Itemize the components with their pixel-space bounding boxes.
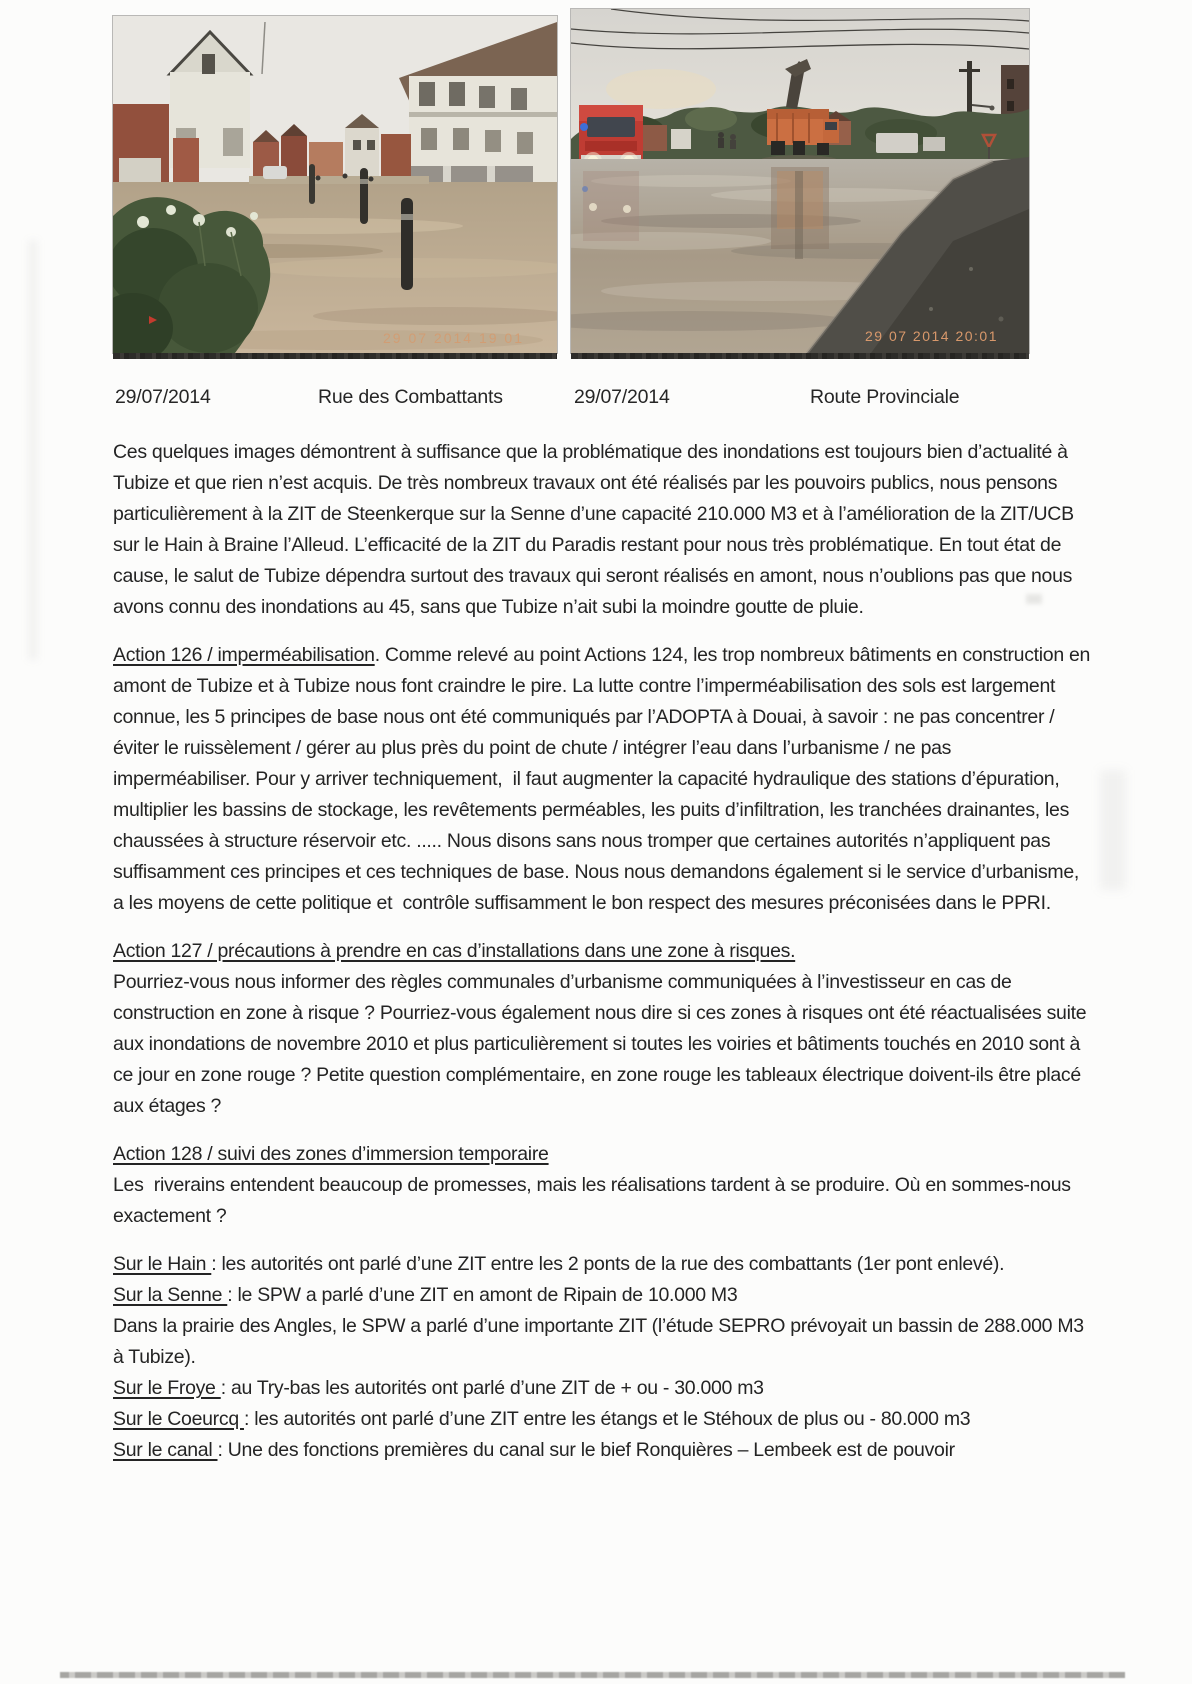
zit-text: : au Try-bas les autorités ont parlé d’une ZIT de + ou - 30.000 m3 bbox=[220, 1377, 764, 1399]
action-127-paragraph bbox=[113, 936, 1093, 1122]
caption-left-date: 29/07/2014 bbox=[115, 386, 211, 408]
action-128-heading: Action 128 / suivi des zones d’immersion temporaire bbox=[113, 1143, 549, 1165]
sunset-glow bbox=[606, 69, 716, 109]
scan-smudge bbox=[1100, 770, 1126, 890]
action-128-paragraph bbox=[113, 1139, 1093, 1232]
photo-timestamp: 29 07 2014 19 01 bbox=[383, 330, 524, 346]
zit-lead: Sur le Froye bbox=[113, 1377, 221, 1399]
distant-car bbox=[263, 166, 287, 179]
zit-text: Dans la prairie des Angles, le SPW a parlé d’une importante ZIT (l’étude SEPRO prévoyait un bassin de 288.000 M3 à Tubize). bbox=[113, 1315, 1089, 1368]
bollard bbox=[309, 164, 315, 204]
photo-route-provinciale bbox=[571, 9, 1029, 353]
zit-text: : le SPW a parlé d’une ZIT en amont de Ripain de 10.000 M3 bbox=[227, 1284, 738, 1306]
zit-item-angles bbox=[113, 1311, 1093, 1373]
distant-truck bbox=[876, 133, 918, 153]
intro-paragraph bbox=[113, 437, 1093, 623]
caption-right-location: Route Provinciale bbox=[810, 386, 960, 408]
zit-item-hain bbox=[113, 1249, 1093, 1280]
caption-left-location: Rue des Combattants bbox=[318, 386, 503, 408]
action-128-text: Les riverains entendent beaucoup de promesses, mais les réalisations tardent à se produire. Où en sommes-nous exactement ? bbox=[113, 1174, 1076, 1227]
flood-road-illustration bbox=[571, 9, 1029, 353]
zit-item-coeurcq bbox=[113, 1404, 1093, 1435]
flood-street-illustration bbox=[113, 16, 557, 353]
scan-smudge bbox=[28, 240, 38, 660]
person bbox=[718, 132, 724, 138]
zit-lead: Sur la Senne bbox=[113, 1284, 228, 1306]
action-126-heading: Action 126 / imperméabilisation bbox=[113, 644, 375, 666]
zit-text: : Une des fonctions premières du canal sur le bief Ronquières – Lembeek est de pouvoir bbox=[217, 1439, 955, 1461]
zit-text: : les autorités ont parlé d’une ZIT entre les étangs et le Stéhoux de plus ou - 80.000 m3 bbox=[243, 1408, 971, 1430]
scan-artifact-bottom bbox=[60, 1672, 1125, 1678]
bollard bbox=[360, 168, 368, 224]
scan-artifact-line bbox=[571, 353, 1029, 359]
intro-text: Ces quelques images démontrent à suffisance que la problématique des inondations est toujours bien d’actualité à Tubize et que rien n’est acquis. De très nombreux travaux ont été réalisés par les pouvoirs publics, nous pensons particulièrement à la ZIT de Steenkerque sur la Senne d’une capacité 210.000 M3 et à l’amélioration de la ZIT/UCB sur le Hain à Braine l’Alleud. L’efficacité de la ZIT du Paradis restant pour nous très problématique. En tout état de cause, le salut de Tubize dépendra surtout des travaux qui seront réalisés en amont, nous n’oublions pas que nous avons connu des inondations au 45, sans que Tubize n’ait subi la moindre goutte de pluie. bbox=[113, 441, 1079, 618]
zit-lead: Sur le canal bbox=[113, 1439, 218, 1461]
bollard bbox=[401, 198, 413, 290]
caption-right-date: 29/07/2014 bbox=[574, 386, 670, 408]
action-126-text: . Comme relevé au point Actions 124, les trop nombreux bâtiments en construction en amont de Tubize et à Tubize nous font craindre le pire. La lutte contre l’imperméabilisation des sols est largement connue, les 5 principes de base nous ont été communiqués par l’ADOPTA à Douai, à savoir : ne pas concentrer / éviter le ruissèlement / gérer au plus près du point de chute / intégrer l’eau dans l’urbanisme / ne pas imperméabiliser. Pour y arriver techniquement, il faut augmenter la capacité hydraulique des stations d’épuration, multiplier les bassins de stockage, les revêtements perméables, les puits d’infiltration, les tranchées drainantes, les chaussées à structure réservoir etc. ..... Nous disons sans nous tromper que certaines autorités n’appliquent pas suffisamment ces principes et ces techniques de base. Nous nous demandons également si le service d’urbanisme, a les moyens de cette politique et contrôle suffisamment le bon respect des mesures préconisées dans le PPRI. bbox=[113, 644, 1096, 914]
action-127-heading: Action 127 / précautions à prendre en cas d’installations dans une zone à risques. bbox=[113, 940, 796, 962]
zit-item-canal bbox=[113, 1435, 1093, 1466]
photo-timestamp: 29 07 2014 20:01 bbox=[865, 328, 998, 344]
scan-artifact-line bbox=[113, 353, 557, 359]
zit-list bbox=[113, 1249, 1093, 1466]
action-127-text: Pourriez-vous nous informer des règles communales d’urbanisme communiquées à l’investisseur en cas de construction en zone à risque ? Pourriez-vous également nous dire si ces zones à risques ont été réactualisées suite aux inondations de novembre 2010 et plus particulièrement si toutes les voiries et bâtiments touchés en 2010 sont à ce jour en zone rouge ? Petite question complémentaire, en zone rouge les tableaux électrique doivent-ils être placé aux étages ? bbox=[113, 971, 1092, 1117]
zit-text: : les autorités ont parlé d’une ZIT entre les 2 ponts de la rue des combattants (1er pont enlevé). bbox=[211, 1253, 1005, 1275]
zit-lead: Sur le Coeurcq bbox=[113, 1408, 244, 1430]
photo-rue-des-combattants bbox=[113, 16, 557, 353]
distant-houses bbox=[641, 125, 667, 151]
zit-item-froye bbox=[113, 1373, 1093, 1404]
document-body bbox=[113, 437, 1096, 1466]
action-126-paragraph bbox=[113, 640, 1096, 919]
zit-lead: Sur le Hain bbox=[113, 1253, 212, 1275]
zit-item-senne bbox=[113, 1280, 1093, 1311]
